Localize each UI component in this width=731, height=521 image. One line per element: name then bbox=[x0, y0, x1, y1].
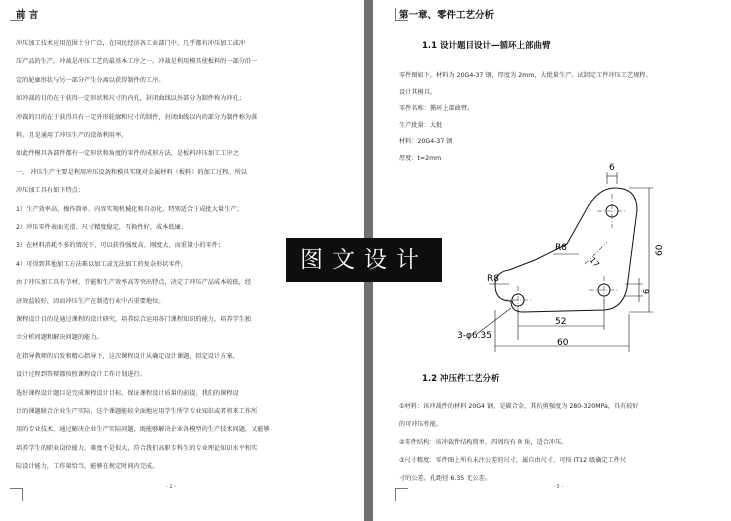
text-line: 用的专业技术，通过解决企业生产实际问题，既能够解决企业各模型的生产技术问题，又能够 bbox=[16, 426, 270, 434]
text-line: 料。且是通用了冲压生产的设备利用率。 bbox=[16, 132, 128, 139]
text-line: 际设计能力，工作量恰当，能够在规定时间内完成。 bbox=[16, 463, 159, 471]
text-line: 在指导教师的启发和精心指导下，这次课程设计从确定设计课题、拟定设计方案、 bbox=[16, 352, 239, 360]
text-line: 冲压加工具有如下特点： bbox=[16, 187, 85, 195]
text-line: 培养学生的职业岗位能力，难度不是很大，符合我们高职专科生的专业理论知识水平和实 bbox=[16, 444, 258, 452]
text-line: 材料：20G4-37 钢 bbox=[399, 138, 453, 145]
text-line: 寸的公差。孔距径 6.35 无公差。 bbox=[399, 475, 491, 482]
text-line: ②零件结构：该冲裁件结构简单，四周均有 R 角，适合冲压。 bbox=[399, 439, 568, 446]
preface-heading: 前 言 bbox=[16, 10, 39, 21]
section-title-1-2: 1.2 冲压件工艺分析 bbox=[422, 374, 500, 384]
text-line: 设计其模具。 bbox=[399, 88, 437, 96]
section-title-1-1: 1.1 设计题目设计—循环上部曲臂 bbox=[422, 41, 551, 51]
dim-label: 60 bbox=[557, 338, 569, 348]
text-line: 定的轮廓形状与另一部分产生分离以获得制件的工序。 bbox=[16, 76, 165, 84]
dim-label: R8 bbox=[555, 243, 567, 253]
text-line: 生产批量：大批 bbox=[399, 121, 443, 129]
part-drawing bbox=[457, 160, 677, 360]
text-line: 压产品的生产。冲裁是冲压工艺的最基本工序之一。冲裁是利用模具使板料的一部分沿一 bbox=[16, 58, 258, 66]
text-line: 课程设计目的是通过课程的设计研究，培养综合运用各门课程知识的能力，培养学生独 bbox=[16, 316, 252, 323]
text-line: 一。 冲压生产主要是利用冲压设备和模具实现对金属材料（板料）的加工过程。所以 bbox=[16, 168, 247, 176]
text-line: 选好课程设计题目是完成课程设计目标、保证课程设计质量的前提，我们的课程设 bbox=[16, 389, 239, 397]
text-line: 的可冲压性能。 bbox=[399, 421, 443, 428]
text-line: ①材料：该冲裁件的材料 20G4 钢，是碳合金，其抗剪强度为 280-320MPa，具有较好 bbox=[399, 403, 639, 410]
text-line: 立分析问题和解决问题的能力。 bbox=[16, 334, 103, 342]
crop-mark bbox=[10, 488, 23, 501]
dim-label: 6 bbox=[609, 163, 615, 173]
text-line: 冲压加工技术应用范围十分广泛，在国民经济各工业部门中，几乎都有冲压加工或冲 bbox=[16, 40, 245, 47]
text-line: ③尺寸精度：零件图上所有未注公差的尺寸，属自由尺寸，可按 IT12 级确定工件尺 bbox=[399, 457, 627, 464]
dim-label: 3-φ6.35 bbox=[457, 331, 492, 341]
text-line: 计的课题联合企业生产实际，这个课题能较全面地应用学生所学专业知识或者将来工作所 bbox=[16, 408, 258, 415]
text-line: 2）冲压零件表面光滑、尺寸精度稳定，互换性好，成本低廉； bbox=[16, 224, 187, 231]
text-line: 设计过程到答辩都按照课程设计工作计划进行。 bbox=[16, 371, 146, 379]
text-line: 济效益较好，因而冲压生产在制造行业中占重要地位。 bbox=[16, 297, 165, 305]
text-line: 如此件模具各部件都有一定形状和角度的零件的成形方法，是板料冲压加工工序之 bbox=[16, 150, 239, 158]
dim-label: 60 bbox=[655, 244, 665, 256]
crop-mark bbox=[395, 488, 408, 501]
watermark-banner: 图文设计 bbox=[286, 238, 442, 282]
page-number: - 3 - bbox=[553, 484, 563, 490]
text-line: 冲裁的目的在于获得具有一定外形轮廓和尺寸的制件，封闭曲线以内的部分为制件称为落 bbox=[16, 113, 258, 121]
page-number: - 2 - bbox=[166, 484, 176, 490]
text-line: 3）在材料消耗不多的情况下，可以获得强度高、刚度大、而重量小的零件； bbox=[16, 242, 225, 250]
dim-label: 52 bbox=[555, 317, 567, 327]
text-line: 如冲裁的目的在于获得一定形状和尺寸的内孔，封闭曲线以外部分为制件称为冲孔； bbox=[16, 95, 245, 103]
text-line: 由于冲压加工具有节材、节能和生产效率高等突出特点，决定了冲压产品成本较低，经 bbox=[16, 279, 252, 287]
text-line: 1）生产效率高、操作简单、内容实现机械化和自动化，特别适合于成批大量生产； bbox=[16, 205, 243, 213]
text-line: 零件图如下，材料为 20G4-37 钢，厚度为 2mm，大批量生产。试制定工件冲压工艺规程、 bbox=[399, 72, 652, 79]
text-line: 零件名称：循环上部曲臂。 bbox=[399, 105, 474, 112]
dim-label: 6 bbox=[642, 288, 651, 294]
dim-label: R8 bbox=[487, 274, 499, 284]
chapter-title: 第一章、零件工艺分析 bbox=[399, 10, 495, 21]
text-line: 厚度：t=2mm bbox=[399, 154, 442, 162]
dim-label: 17 bbox=[587, 255, 601, 270]
text-line: 4）可得到其他加工方法难以加工或无法加工的复杂形状零件。 bbox=[16, 260, 187, 268]
